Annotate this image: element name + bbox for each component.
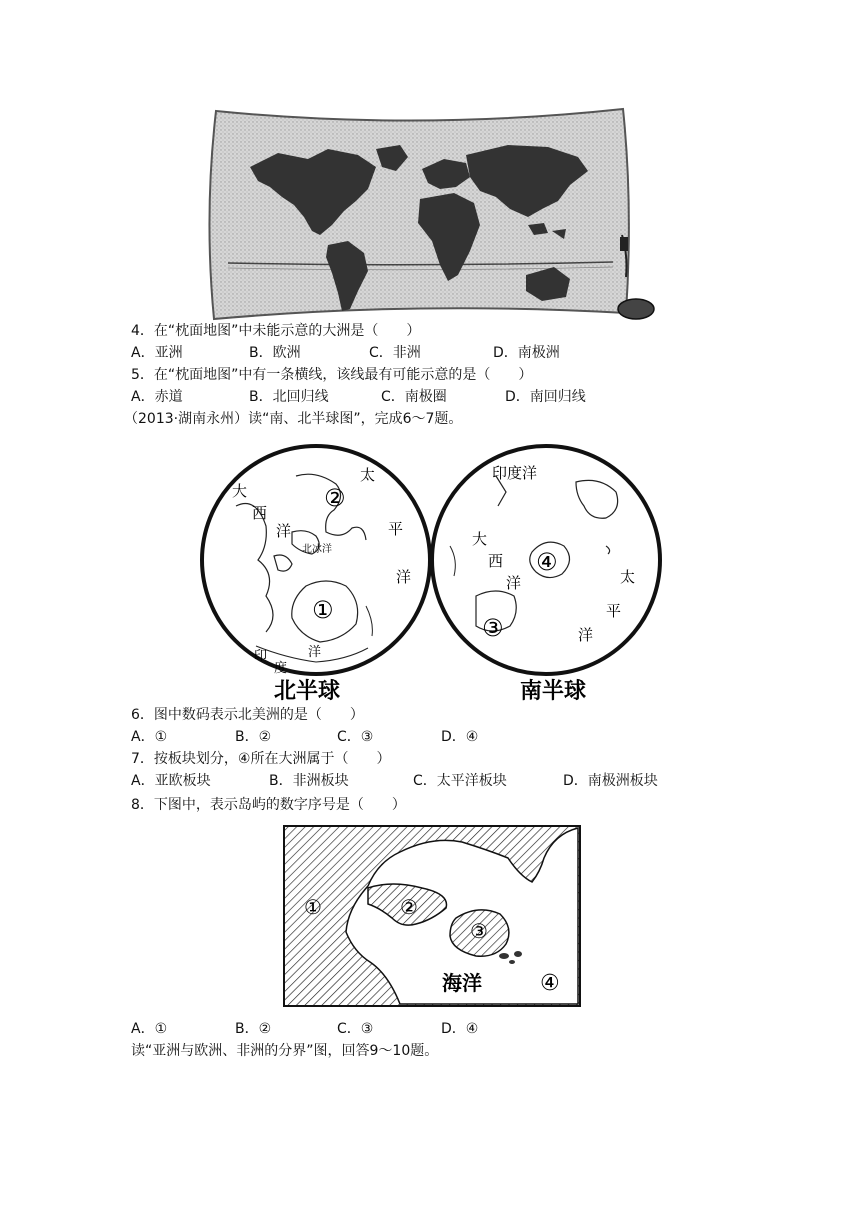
- label-yang2: 洋: [396, 568, 412, 586]
- label-yang: 洋: [276, 522, 292, 540]
- option-d[interactable]: D．④: [441, 1021, 479, 1037]
- option-b[interactable]: B．②: [235, 729, 272, 745]
- option-a[interactable]: A．亚洲: [131, 345, 183, 361]
- label-yang: 洋: [506, 574, 522, 592]
- marker-1: ①: [312, 596, 334, 624]
- question-7-stem: 7．按板块划分，④所在大洲属于（ ）: [131, 751, 391, 767]
- question-5-stem: 5．在“枕面地图”中有一条横线，该线最有可能示意的是（ ）: [131, 367, 533, 383]
- marker-4: ④: [536, 548, 558, 576]
- label-da: 大: [232, 482, 248, 500]
- intro-questions-9-10: 读“亚洲与欧洲、非洲的分界”图，回答9～10题。: [131, 1043, 439, 1059]
- option-d[interactable]: D．南极洲板块: [563, 773, 658, 789]
- option-a[interactable]: A．①: [131, 1021, 168, 1037]
- label-yin: 印: [254, 649, 268, 664]
- pillow-map-figure: [208, 105, 663, 323]
- marker-2: ②: [400, 895, 418, 919]
- south-hemisphere-caption: 南半球: [520, 679, 587, 704]
- option-b[interactable]: B．北回归线: [249, 389, 329, 405]
- option-b[interactable]: B．非洲板块: [269, 773, 349, 789]
- option-d[interactable]: D．④: [441, 729, 479, 745]
- option-d[interactable]: D．南回归线: [505, 389, 586, 405]
- marker-1: ①: [304, 895, 322, 919]
- question-8-stem: 8．下图中，表示岛屿的数字序号是（ ）: [131, 797, 406, 813]
- ocean-label: 海洋: [442, 971, 482, 995]
- hemisphere-map-figure: [196, 436, 666, 708]
- island-map-figure: [282, 824, 584, 1010]
- marker-3: ③: [470, 919, 488, 943]
- south-hemisphere: [432, 446, 660, 704]
- north-hemisphere: [202, 446, 430, 704]
- question-6-stem: 6．图中数码表示北美洲的是（ ）: [131, 707, 364, 723]
- option-a[interactable]: A．赤道: [131, 389, 183, 405]
- label-yang3: 洋: [308, 645, 322, 660]
- label-da: 大: [472, 530, 488, 548]
- label-indian-ocean: 印度洋: [492, 464, 538, 482]
- option-c[interactable]: C．③: [337, 729, 374, 745]
- label-ping: 平: [606, 602, 622, 620]
- label-xi: 西: [488, 552, 504, 570]
- option-c[interactable]: C．③: [337, 1021, 374, 1037]
- marker-2: ②: [324, 484, 346, 512]
- label-arctic: 北冰洋: [302, 544, 332, 555]
- option-c[interactable]: C．南极圈: [381, 389, 447, 405]
- question-4-stem: 4．在“枕面地图”中未能示意的大洲是（ ）: [131, 323, 421, 339]
- intro-questions-6-7: （2013·湖南永州）读“南、北半球图”，完成6～7题。: [124, 411, 463, 427]
- marker-3: ③: [482, 614, 504, 642]
- label-xi: 西: [252, 504, 268, 522]
- label-yang2: 洋: [578, 626, 594, 644]
- option-c[interactable]: C．太平洋板块: [413, 773, 507, 789]
- option-a[interactable]: A．亚欧板块: [131, 773, 211, 789]
- north-hemisphere-caption: 北半球: [274, 679, 341, 704]
- option-b[interactable]: B．②: [235, 1021, 272, 1037]
- label-ping: 平: [388, 520, 404, 538]
- option-b[interactable]: B．欧洲: [249, 345, 301, 361]
- option-a[interactable]: A．①: [131, 729, 168, 745]
- label-du: 度: [274, 661, 288, 676]
- label-tai: 太: [360, 466, 376, 484]
- label-tai: 太: [620, 568, 636, 586]
- marker-4: ④: [540, 971, 560, 996]
- option-c[interactable]: C．非洲: [369, 345, 421, 361]
- option-d[interactable]: D．南极洲: [493, 345, 560, 361]
